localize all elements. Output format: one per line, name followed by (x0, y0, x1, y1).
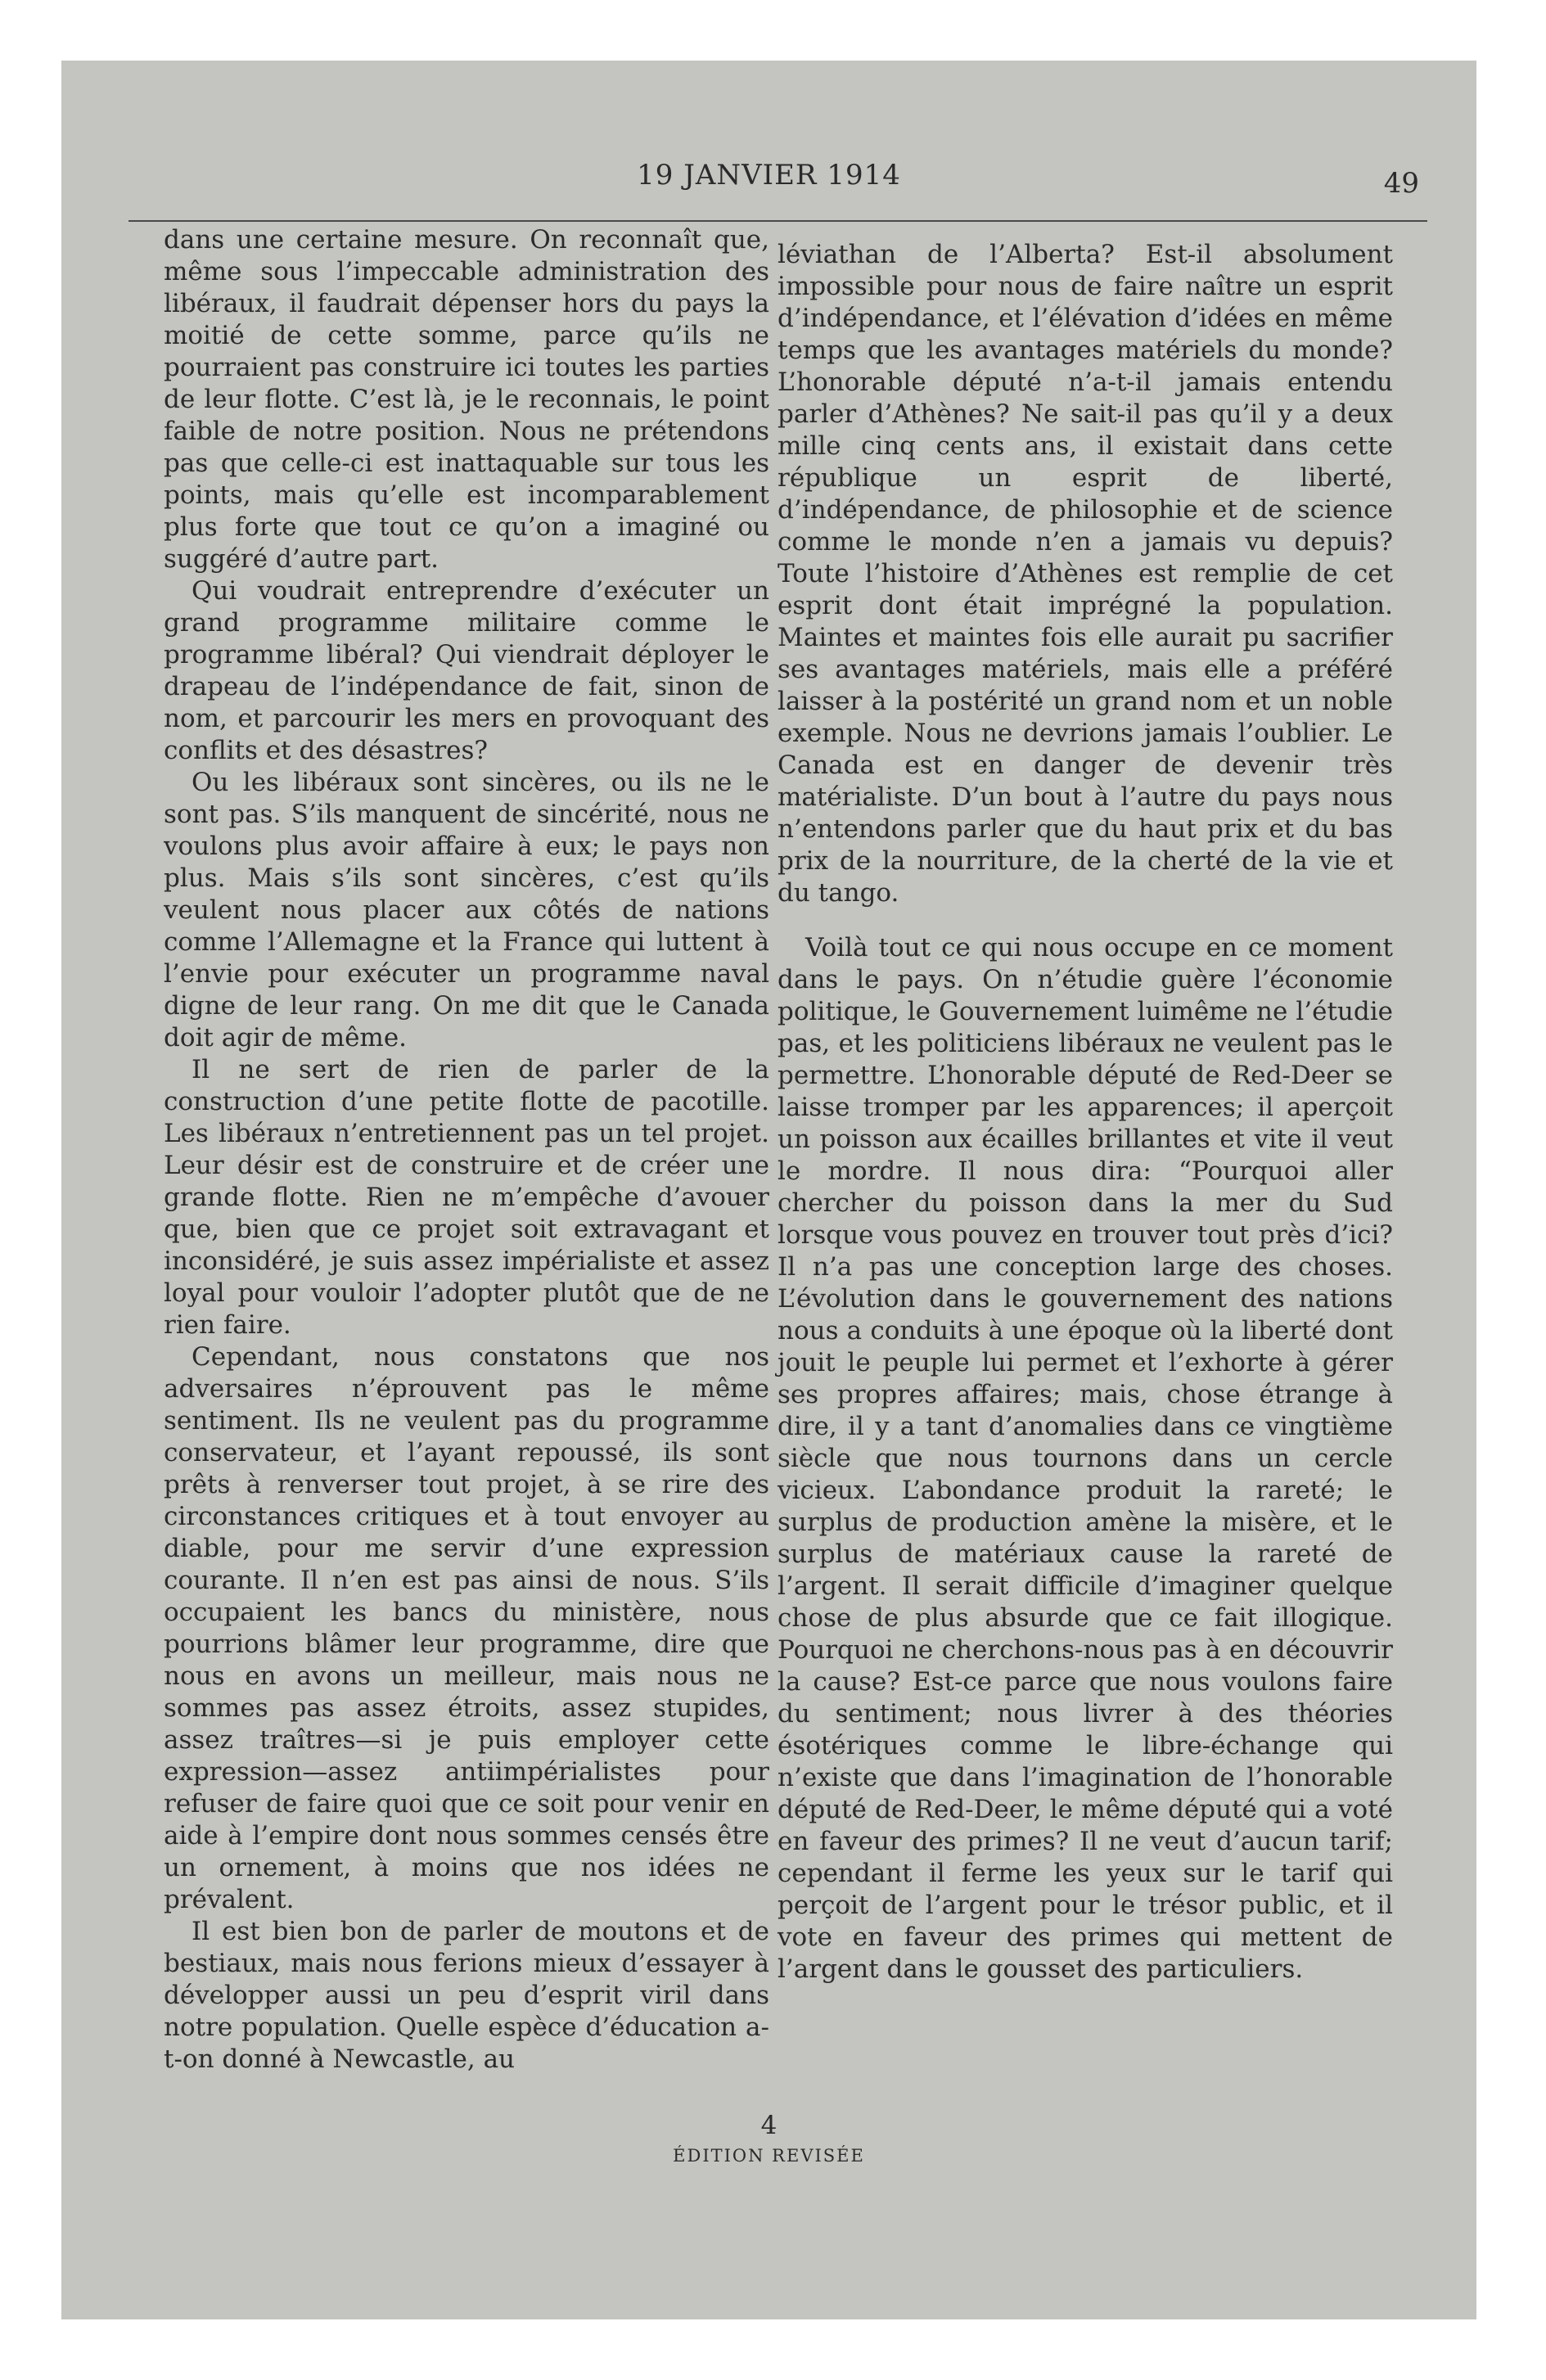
left-column (164, 224, 769, 2082)
right-column (778, 239, 1393, 2097)
edition-label: ÉDITION REVISÉE (673, 2146, 865, 2166)
paragraph: Il ne sert de rien de parler de la construction d’une petite flotte de pacotille. Les libéraux n’entretiennent pas un tel projet. Leur désir est de construire et de créer une grande flotte. Rien ne m’empêche d’avouer que, bien que ce projet soit extravagant et inconsidéré, je suis assez impérialiste et assez loyal pour vouloir l’adopter plutôt que de ne rien faire. (164, 1055, 769, 1340)
scanned-page (61, 61, 1476, 2319)
paragraph: léviathan de l’Alberta? Est-il absolument impossible pour nous de faire naître un esprit d’indépendance, et l’élévation d’idées en même temps que les avantages matériels du monde? L’honorable député n’a-t-il jamais entendu parler d’Athènes? Ne sait-il pas qu’il y a deux mille cinq cents ans, il existait dans cette république un esprit de liberté, d’indépendance, de philosophie et de science comme le monde n’en a jamais vu depuis? Toute l’histoire d’Athènes est remplie de cet esprit dont était imprégné la population. Maintes et maintes fois elle aurait pu sacrifier ses avantages matériels, mais elle a préféré laisser à la postérité un grand nom et un noble exemple. Nous ne devrions jamais l’oublier. Le Canada est en danger de devenir très matérialiste. D’un bout à l’autre du pays nous n’entendons parler que du haut prix et du bas prix de la nourriture, de la cherté de la vie et du tango. (778, 240, 1393, 908)
signature-mark: 4 (760, 2111, 778, 2140)
paragraph: dans une certaine mesure. On reconnaît que, même sous l’impeccable administration des libéraux, il faudrait dépenser hors du pays la moitié de cette somme, parce qu’ils ne pourraient pas construire ici toutes les parties de leur flotte. C’est là, je le reconnais, le point faible de notre position. Nous ne prétendons pas que celle-ci est inattaquable sur tous les points, mais qu’elle est incomparablement plus forte que tout ce qu’on a imaginé ou suggéré d’autre part. (164, 225, 769, 574)
page-number: 49 (1383, 167, 1419, 200)
header-rule (128, 220, 1427, 222)
paragraph: Il est bien bon de parler de moutons et de bestiaux, mais nous ferions mieux d’essayer à développer aussi un peu d’esprit viril dans notre population. Quelle espèce d’éducation a-t-on donné à Newcastle, au (164, 1917, 769, 2074)
paragraph: Qui voudrait entreprendre d’exécuter un grand programme militaire comme le programme libéral? Qui viendrait déployer le drapeau de l’indépendance de fait, sinon de nom, et parcourir les mers en provoquant des conflits et des désastres? (164, 576, 769, 765)
paragraph: Cependant, nous constatons que nos adversaires n’éprouvent pas le même sentiment. Ils ne veulent pas du programme conservateur, et l’ayant repoussé, ils sont prêts à renverser tout projet, à se rire des circonstances critiques et à tout envoyer au diable, pour me servir d’une expression courante. Il n’en est pas ainsi de nous. S’ils occupaient les bancs du ministère, nous pourrions blâmer leur programme, dire que nous en avons un meilleur, mais nous ne sommes pas assez étroits, assez stupides, assez traîtres—si je puis employer cette expression—assez antiimpérialistes pour refuser de faire quoi que ce soit pour venir en aide à l’empire dont nous sommes censés être un ornement, à moins que nos idées ne prévalent. (164, 1342, 769, 1914)
paragraph: Ou les libéraux sont sincères, ou ils ne le sont pas. S’ils manquent de sincérité, nous ne voulons plus avoir affaire à eux; le pays non plus. Mais s’ils sont sincères, c’est qu’ils veulent nous placer aux côtés de nations comme l’Allemagne et la France qui luttent à l’envie pour exécuter un programme naval digne de leur rang. On me dit que le Canada doit agir de même. (164, 768, 769, 1053)
page-content (61, 61, 1476, 2319)
paragraph: Voilà tout ce qui nous occupe en ce moment dans le pays. On n’étudie guère l’économie politique, le Gouvernement luimême ne l’étudie pas, et les politiciens libéraux ne veulent pas le permettre. L’honorable député de Red-Deer se laisse tromper par les apparences; il aperçoit un poisson aux écailles brillantes et vite il veut le mordre. Il nous dira: “Pourquoi aller chercher du poisson dans la mer du Sud lorsque vous pouvez en trouver tout près d’ici? Il n’a pas une conception large des choses. L’évolution dans le gouvernement des nations nous a conduits à une époque où la liberté dont jouit le peuple lui permet et l’exhorte à gérer ses propres affaires; mais, chose étrange à dire, il y a tant d’anomalies dans ce vingtième siècle que nous tournons dans un cercle vicieux. L’abondance produit la rareté; le surplus de production amène la misère, et le surplus de matériaux cause la rareté de l’argent. Il serait difficile d’imaginer quelque chose de plus absurde que ce fait illogique. Pourquoi ne cherchons-nous pas à en découvrir la cause? Est-ce parce que nous voulons faire du sentiment; nous livrer à des théories ésotériques comme le libre-échange qui n’existe que dans l’imagination de l’honorable député de Red-Deer, le même député qui a voté en faveur des primes? Il ne veut d’aucun tarif; cependant il ferme les yeux sur le tarif qui perçoit de l’argent pour le trésor public, et il vote en faveur des primes qui mettent de l’argent dans le gousset des particuliers. (778, 933, 1393, 1984)
page-header-date: 19 JANVIER 1914 (637, 159, 901, 192)
